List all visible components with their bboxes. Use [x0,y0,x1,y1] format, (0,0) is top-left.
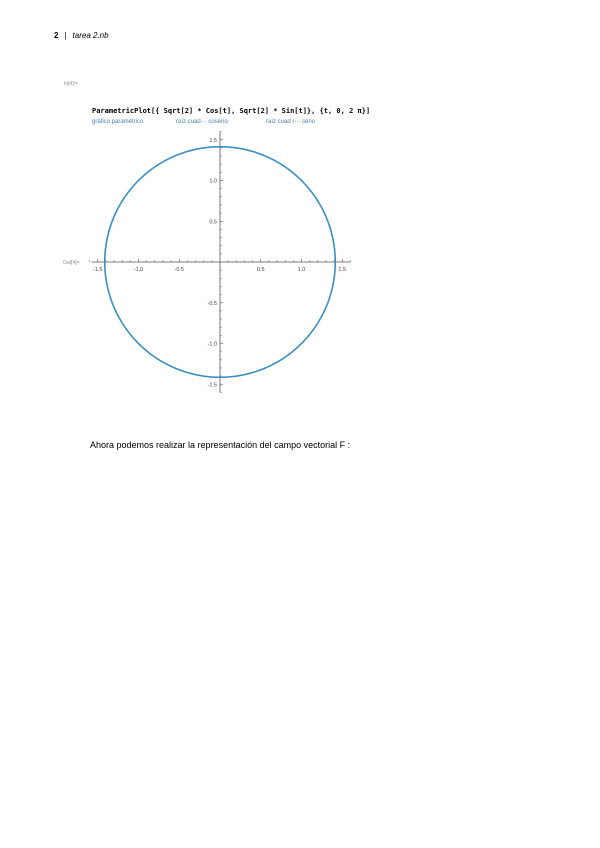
x-tick-label: 1.0 [297,267,306,273]
y-tick-label: 1.5 [209,137,217,144]
x-tick-label: -0.5 [174,267,184,273]
parametric-plot [80,130,370,400]
page-header [54,31,109,40]
paragraph-text: Ahora podemos realizar la representación del campo vectorial F : [90,440,351,450]
input-cell-label: In[4]:= [64,81,79,87]
y-tick-label: -1.0 [207,341,217,348]
y-tick-label: -0.5 [207,300,217,307]
syntax-hint-sin: raíz cuad r··· seno [266,119,316,125]
syntax-hint-parametric: gráfico paramétrico [92,119,144,125]
x-tick-label: 1.5 [338,267,347,273]
x-tick-label: 0.5 [256,267,265,273]
syntax-hint-cos: raíz cuad··· coseno [176,119,228,125]
x-tick-label: -1.0 [133,267,144,273]
y-tick-label: 0.5 [209,219,217,226]
input-code[interactable]: ParametricPlot[{ Sqrt[2] * Cos[t], Sqrt[2] * Sin[t]}, {t, 0, 2 π}] [92,107,371,115]
x-tick-label: -1.5 [93,267,103,273]
output-cell-label: Out[4]= [63,260,80,266]
notebook-name: tarea 2.nb [72,31,109,40]
y-tick-label: 1.0 [209,178,217,185]
y-tick-label: -1.5 [207,382,217,389]
header-separator: | [64,31,67,40]
page-number: 2 [54,31,59,40]
